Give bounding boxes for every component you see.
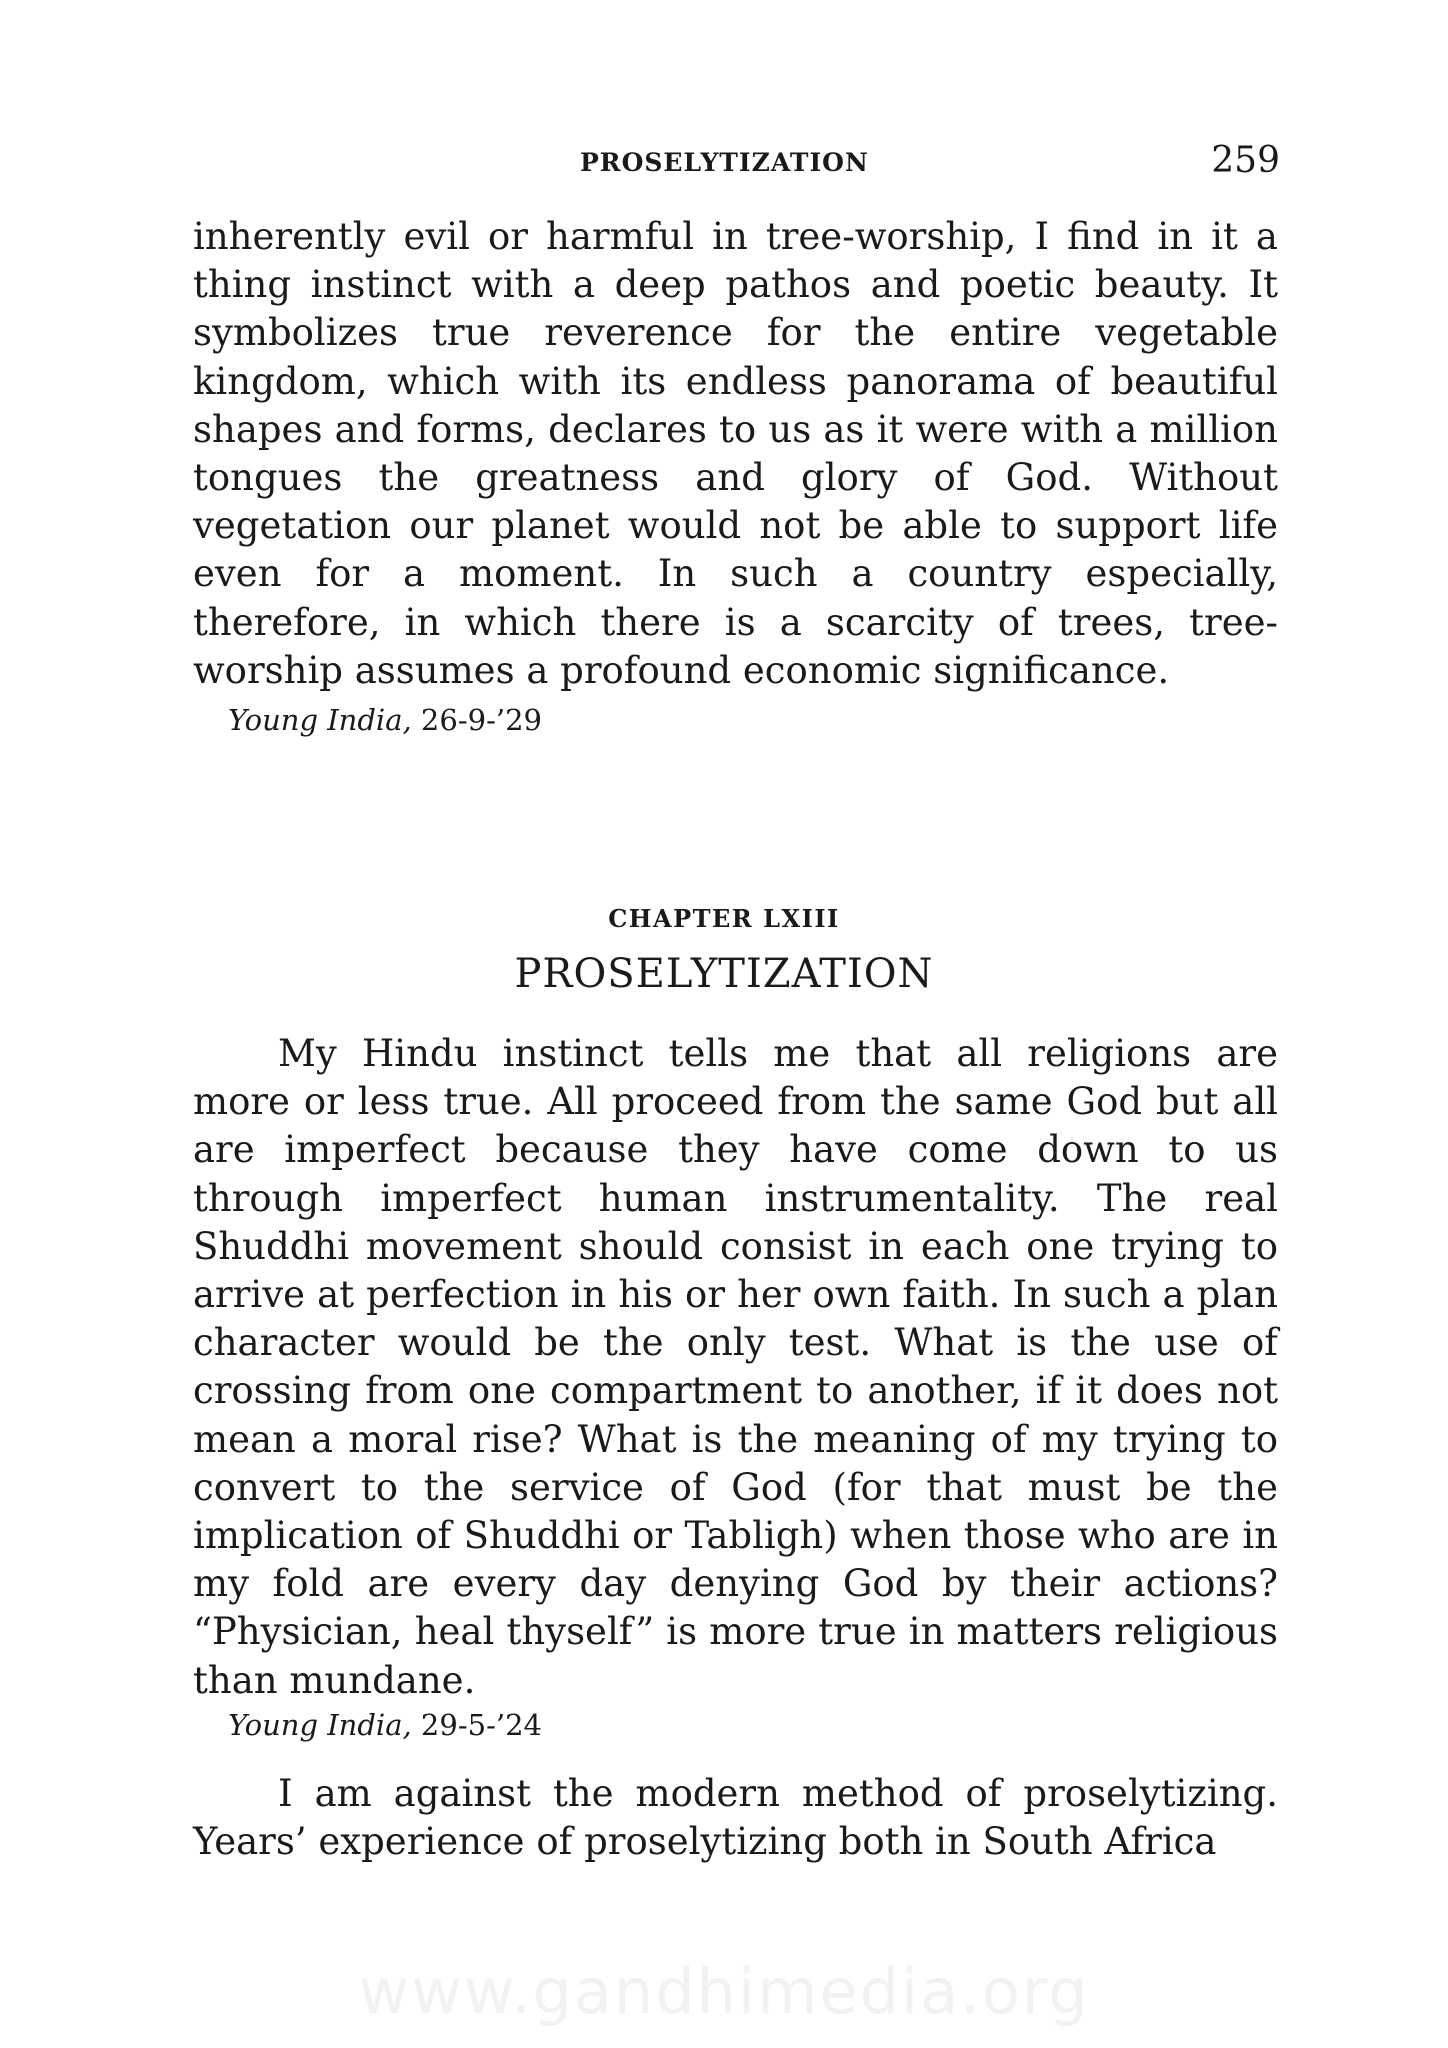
body-paragraph-against-proselytizing: I am against the modern method of proselytizing. Years’ experience of proselytizing both in South Africa — [193, 1772, 1278, 1864]
chapter-label: CHAPTER LXIII — [608, 904, 840, 933]
citation-young-india-1924 — [228, 1708, 542, 1742]
chapter-title: PROSELYTIZATION — [514, 951, 934, 997]
body-paragraph-tree-worship: inherently evil or harmful in tree-worship, I find in it a thing instinct with a deep pathos and poetic beauty. It symbolizes true reverence for the entire vegetable kingdom, which with its endless panorama of beautiful shapes and forms, declares to us as it were with a million tongues the greatness and glory of God. Without vegetation our planet would not be able to support life even for a moment. In such a country especially, therefore, in which there is a scarcity of trees, tree-worship assumes a profound economic significance. — [193, 215, 1278, 692]
citation-source: Young India, — [228, 1708, 412, 1742]
citation-source: Young India, — [228, 703, 412, 737]
running-head — [200, 140, 1280, 186]
body-paragraph-hindu-instinct: My Hindu instinct tells me that all religions are more or less true. All proceed from the same God but all are imperfect because they have come down to us through imperfect human instrumentality. The real Shuddhi movement should consist in each one trying to arrive at perfection in his or her own faith. In such a plan character would be the only test. What is the use of crossing from one compartment to another, if it does not mean a moral rise? What is the meaning of my trying to convert to the service of God (for that must be the implication of Shuddhi or Tabligh) when those who are in my fold are every day denying God by their actions? “Physician, heal thyself” is more true in matters religious than mundane. — [193, 1032, 1278, 1702]
citation-date: 29-5-’24 — [420, 1708, 542, 1742]
running-title: PROSELYTIZATION — [580, 148, 869, 177]
page-number: 259 — [1211, 140, 1280, 181]
citation-young-india-1929 — [228, 703, 542, 737]
citation-date: 26-9-’29 — [420, 703, 542, 737]
watermark: www.gandhimedia.org — [358, 1955, 1090, 2028]
